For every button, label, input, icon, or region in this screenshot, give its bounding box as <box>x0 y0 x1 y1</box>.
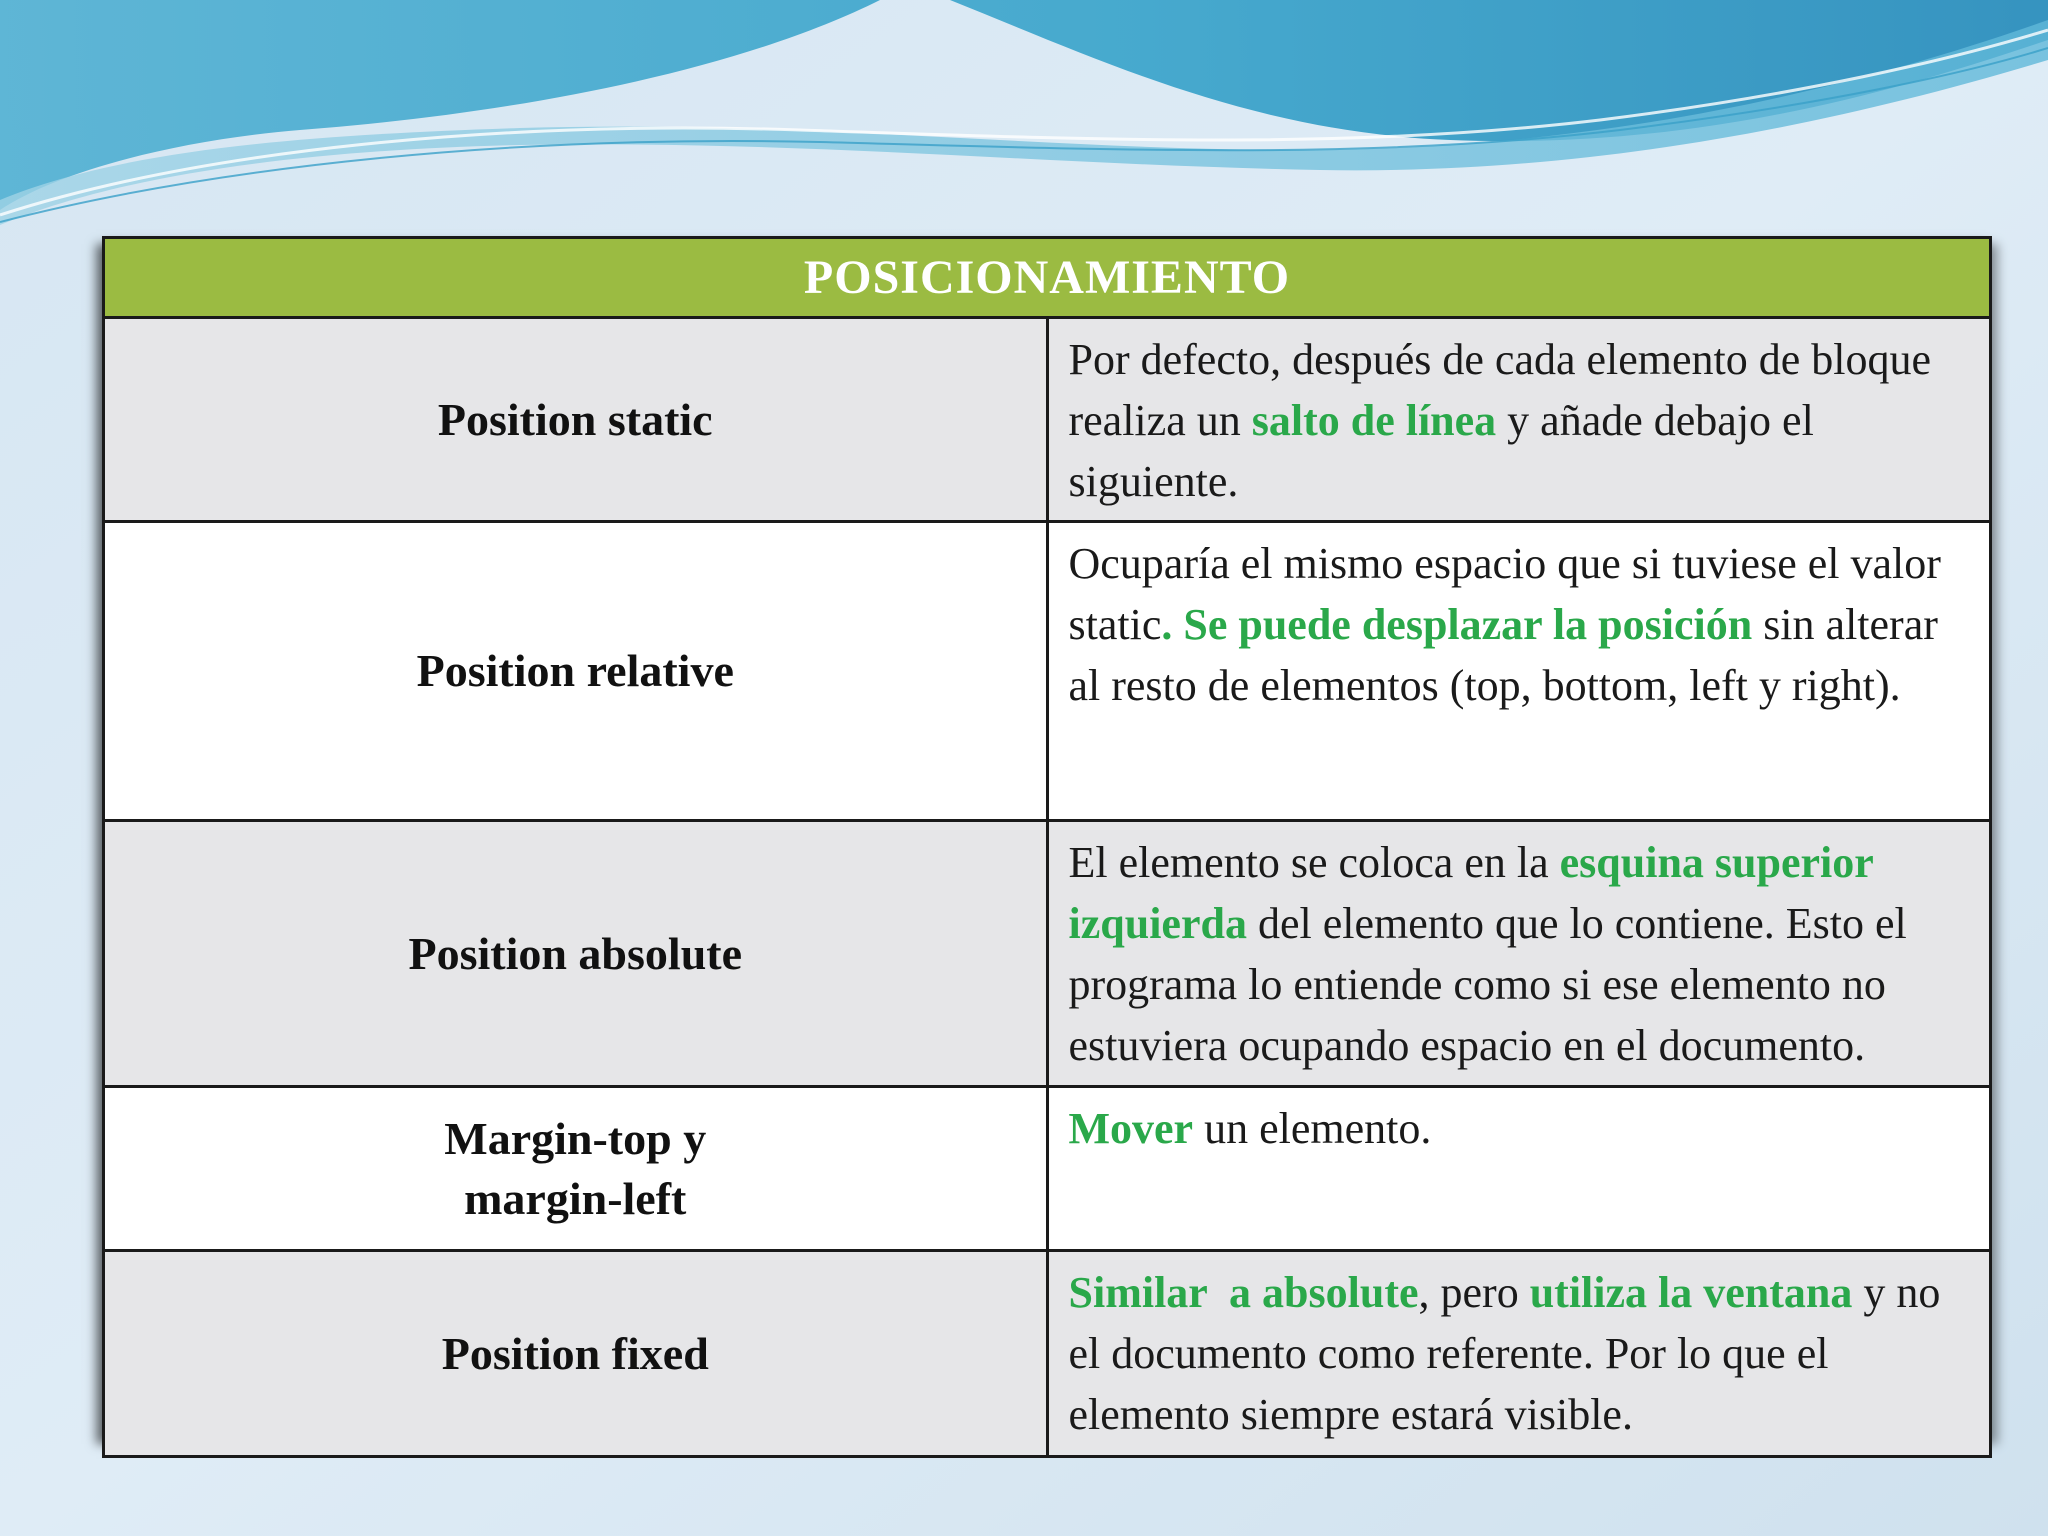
description-cell <box>1047 522 1991 821</box>
highlight-text: salto de línea <box>1251 396 1497 445</box>
table-row <box>104 1251 1991 1457</box>
description-text: un elemento. <box>1193 1104 1432 1153</box>
description-text: Por defecto, después de cada elemento de bloque realiza un <box>1068 335 1932 445</box>
description-text: El elemento se coloca en la <box>1068 838 1560 887</box>
term-cell: Position static <box>104 318 1048 522</box>
description-text: Ocuparía el mismo espacio que si tuviese el valor static <box>1068 539 1941 649</box>
term-cell: Position relative <box>104 522 1048 821</box>
description-text: sin alterar al resto de elementos (top, bottom, left y right). <box>1068 600 1938 710</box>
term-cell: Position fixed <box>104 1251 1048 1457</box>
description-text: del elemento que lo contiene. Esto el programa lo entiende como si ese elemento no estuviera ocupando espacio en el documento. <box>1068 899 1907 1070</box>
table-row <box>104 318 1991 522</box>
positioning-table-container <box>102 236 1992 1439</box>
highlight-text: Mover <box>1068 1104 1194 1153</box>
positioning-table <box>102 236 1992 1458</box>
table-row <box>104 821 1991 1087</box>
description-cell <box>1047 821 1991 1087</box>
term-cell: Position absolute <box>104 821 1048 1087</box>
table-row <box>104 1087 1991 1251</box>
table-row <box>104 522 1991 821</box>
description-text: , pero <box>1418 1268 1530 1317</box>
description-cell <box>1047 318 1991 522</box>
description-cell <box>1047 1251 1991 1457</box>
highlight-text: Similar a absolute <box>1068 1268 1419 1317</box>
description-cell <box>1047 1087 1991 1251</box>
description-text: y no el documento como referente. Por lo que el elemento siempre estará visible. <box>1068 1268 1941 1439</box>
highlight-text: utiliza la ventana <box>1529 1268 1853 1317</box>
description-text: y añade debajo el siguiente. <box>1068 396 1814 506</box>
term-cell <box>104 1087 1048 1251</box>
highlight-text: esquina superior izquierda <box>1068 838 1873 948</box>
term-line: Margin-top y <box>444 1112 707 1164</box>
table-header-row <box>104 238 1991 318</box>
highlight-text: . Se puede desplazar la posición <box>1161 600 1753 649</box>
table-title: POSICIONAMIENTO <box>104 238 1991 318</box>
term-line: margin-left <box>464 1172 687 1224</box>
